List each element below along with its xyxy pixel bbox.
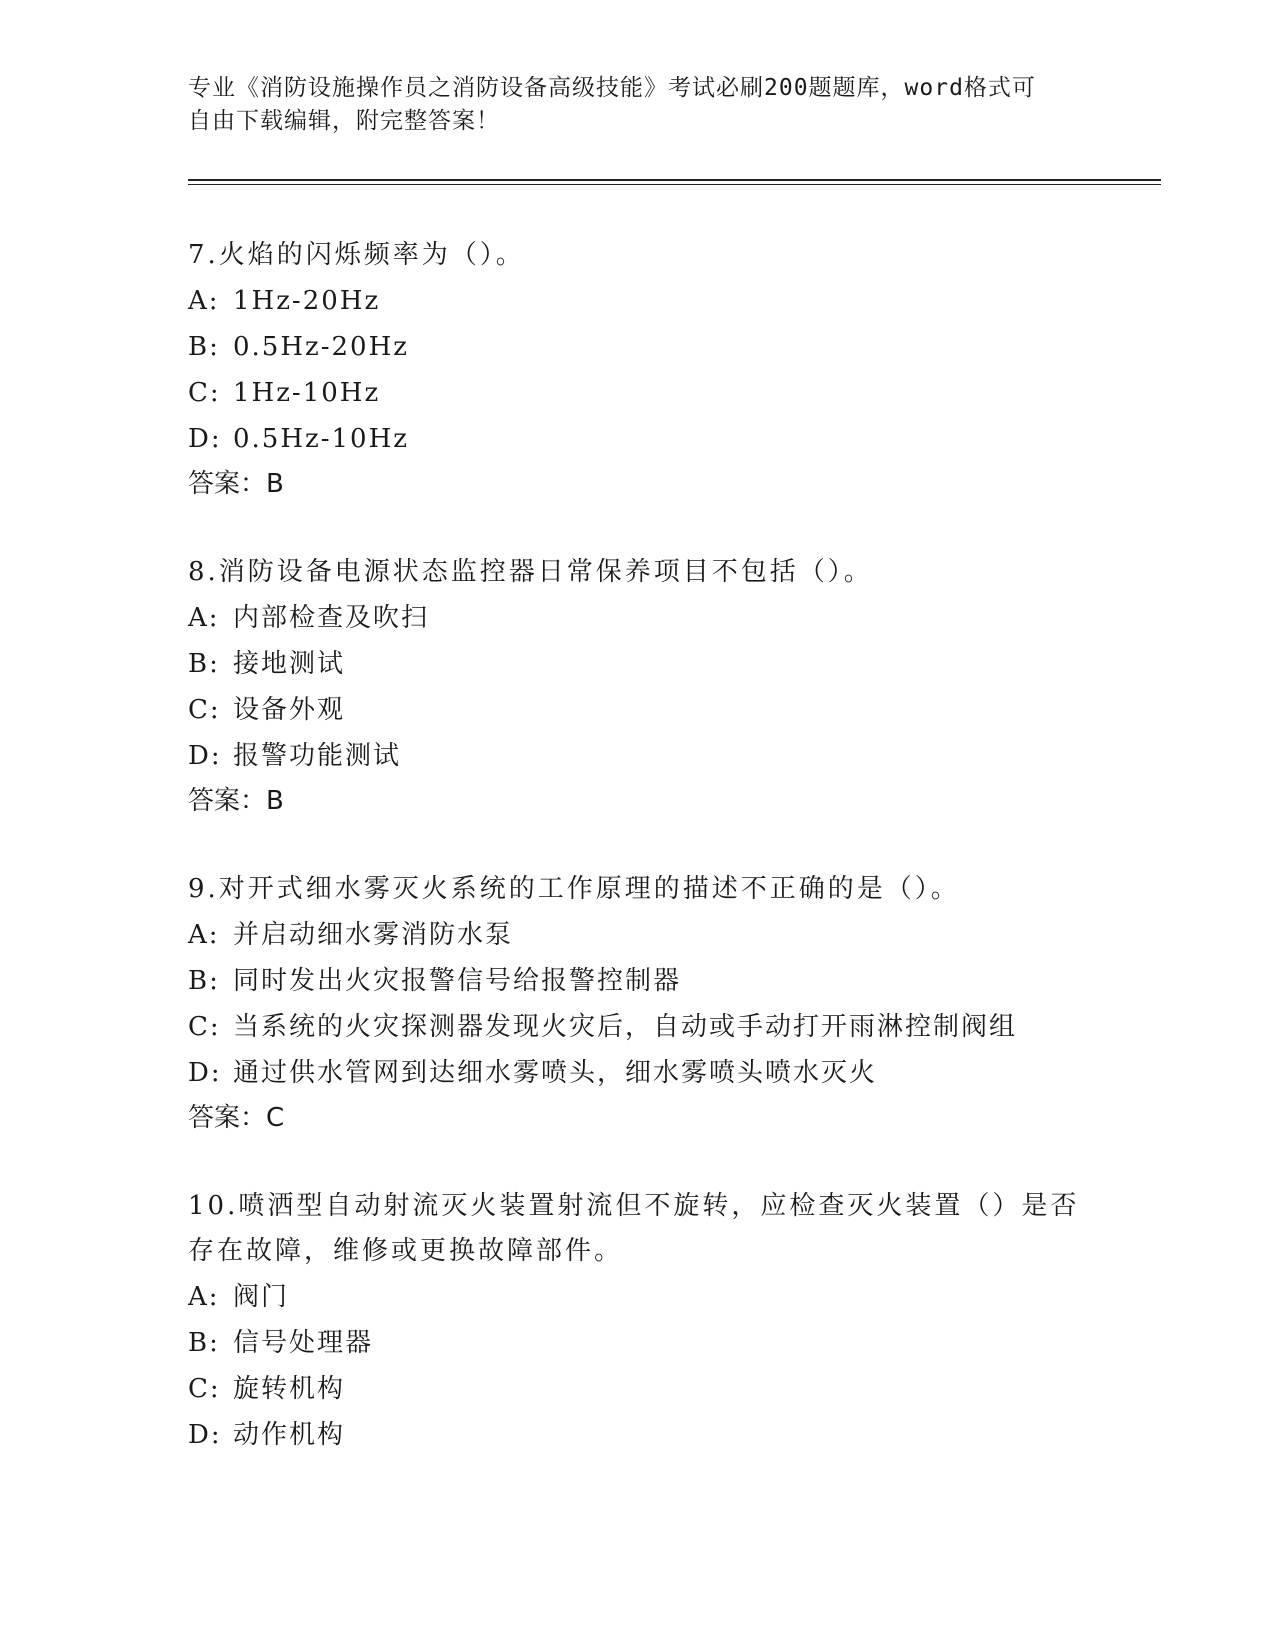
- option-letter: B:: [188, 966, 220, 996]
- option-letter: C:: [188, 1012, 221, 1042]
- option-letter: A:: [188, 603, 220, 633]
- document-header: 专业《消防设施操作员之消防设备高级技能》考试必刷200题题库，word格式可 自由下载编辑，附完整答案！: [188, 75, 1036, 134]
- option-text: 0.5Hz-10Hz: [233, 424, 409, 454]
- option-a: [188, 595, 1088, 641]
- question-text: 8.消防设备电源状态监控器日常保养项目不包括（）。: [188, 557, 873, 587]
- option-letter: D:: [188, 1058, 222, 1088]
- option-text: 并启动细水雾消防水泵: [233, 920, 514, 950]
- answer-label: 答案：: [188, 1103, 267, 1133]
- option-text: 阀门: [233, 1282, 290, 1312]
- option-text: 1Hz-20Hz: [233, 286, 381, 316]
- answer-line: [188, 462, 1088, 507]
- option-c: [188, 370, 1088, 416]
- question-9: [188, 867, 1088, 1141]
- answer-label: 答案：: [188, 469, 267, 499]
- option-letter: A:: [188, 286, 220, 316]
- option-text: 旋转机构: [233, 1374, 346, 1404]
- option-d: [188, 733, 1088, 779]
- answer-label: 答案：: [188, 786, 267, 816]
- option-letter: B:: [188, 332, 220, 362]
- option-c: [188, 1004, 1088, 1050]
- option-text: 报警功能测试: [233, 741, 402, 771]
- question-8: [188, 550, 1088, 824]
- option-d: [188, 1412, 1088, 1458]
- header-divider: [188, 179, 1161, 185]
- option-letter: B:: [188, 649, 220, 679]
- option-letter: B:: [188, 1328, 220, 1358]
- option-letter: A:: [188, 920, 220, 950]
- option-c: [188, 1366, 1088, 1412]
- question-10: [188, 1184, 1088, 1458]
- option-letter: D:: [188, 424, 222, 454]
- option-text: 接地测试: [233, 649, 346, 679]
- option-text: 信号处理器: [233, 1328, 374, 1358]
- option-text: 动作机构: [233, 1420, 346, 1450]
- option-text: 内部检查及吹扫: [233, 603, 430, 633]
- answer-value: B: [266, 469, 284, 499]
- question-text: 7.火焰的闪烁频率为（）。: [188, 240, 525, 270]
- option-d: [188, 1050, 1088, 1096]
- option-text: 通过供水管网到达细水雾喷头，细水雾喷头喷水灭火: [233, 1058, 878, 1088]
- option-a: [188, 1274, 1088, 1320]
- option-b: [188, 641, 1088, 687]
- option-b: [188, 958, 1088, 1004]
- option-letter: C:: [188, 378, 221, 408]
- option-b: [188, 1320, 1088, 1366]
- option-letter: C:: [188, 1374, 221, 1404]
- option-b: [188, 324, 1088, 370]
- question-7: [188, 233, 1088, 507]
- option-letter: A:: [188, 1282, 220, 1312]
- question-text: 9.对开式细水雾灭火系统的工作原理的描述不正确的是（）。: [188, 874, 960, 904]
- option-c: [188, 687, 1088, 733]
- answer-line: [188, 779, 1088, 824]
- option-letter: D:: [188, 1420, 222, 1450]
- option-text: 设备外观: [233, 695, 346, 725]
- option-d: [188, 416, 1088, 462]
- question-text: 10.喷洒型自动射流灭火装置射流但不旋转，应检查灭火装置（）是否 存在故障，维修或更换故障部件。: [188, 1191, 1080, 1266]
- answer-value: B: [266, 786, 284, 816]
- option-a: [188, 278, 1088, 324]
- option-text: 1Hz-10Hz: [233, 378, 381, 408]
- option-a: [188, 912, 1088, 958]
- option-text: 同时发出火灾报警信号给报警控制器: [233, 966, 682, 996]
- option-letter: D:: [188, 741, 222, 771]
- option-letter: C:: [188, 695, 221, 725]
- option-text: 当系统的火灾探测器发现火灾后，自动或手动打开雨淋控制阀组: [233, 1012, 1018, 1042]
- answer-line: [188, 1096, 1088, 1141]
- option-text: 0.5Hz-20Hz: [233, 332, 409, 362]
- answer-value: C: [266, 1103, 285, 1133]
